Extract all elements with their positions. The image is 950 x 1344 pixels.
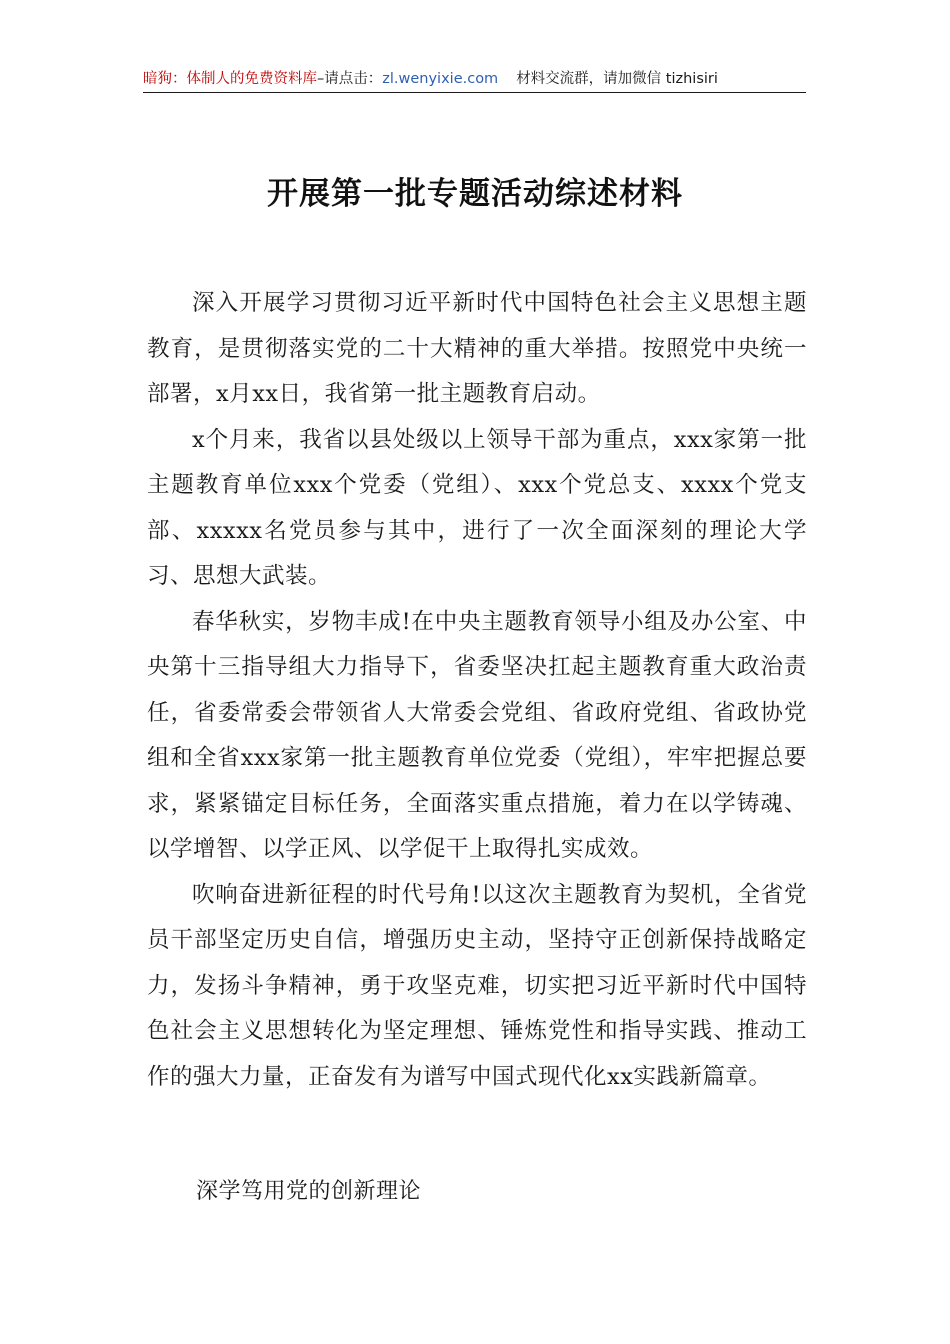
paragraph: x个月来，我省以县处级以上领导干部为重点，xxx家第一批主题教育单位xxx个党委（党组）、xxx个党总支、xxxx个党支部、xxxxx名党员参与其中，进行了一次全面深刻的理论大学习、思想大武装。 [147, 426, 807, 589]
page-header [143, 68, 806, 93]
paragraph: 深入开展学习贯彻习近平新时代中国特色社会主义思想主题教育，是贯彻落实党的二十大精神的重大举措。按照党中央统一部署，x月xx日，我省第一批主题教育启动。 [147, 290, 807, 407]
header-separator: –请点击： [317, 71, 383, 87]
section-heading: 深学笃用党的创新理论 [196, 1179, 422, 1204]
document-title: 开展第一批专题活动综述材料 [267, 176, 683, 212]
paragraph: 春华秋实，岁物丰成!在中央主题教育领导小组及办公室、中央第十三指导组大力指导下，省委坚决扛起主题教育重大政治责任，省委常委会带领省人大常委会党组、省政府党组、省政协党组和全省xxx家第一批主题教育单位党委（党组），牢牢把握总要求，紧紧锚定目标任务，全面落实重点措施，着力在以学铸魂、以学增智、以学正风、以学促干上取得扎实成效。 [147, 608, 807, 862]
header-link[interactable]: zl.wenyixie.com [382, 71, 499, 87]
header-contact: 材料交流群，请加微信 tizhisiri [516, 71, 718, 87]
header-brand: 暗狗：体制人的免费资料库 [143, 71, 317, 87]
paragraph: 吹响奋进新征程的时代号角!以这次主题教育为契机，全省党员干部坚定历史自信，增强历史主动，坚持守正创新保持战略定力，发扬斗争精神，勇于攻坚克难，切实把习近平新时代中国特色社会主义思想转化为坚定理想、锤炼党性和指导实践、推动工作的强大力量，正奋发有为谱写中国式现代化xx实践新篇章。 [147, 881, 807, 1090]
document-body [147, 281, 807, 1100]
